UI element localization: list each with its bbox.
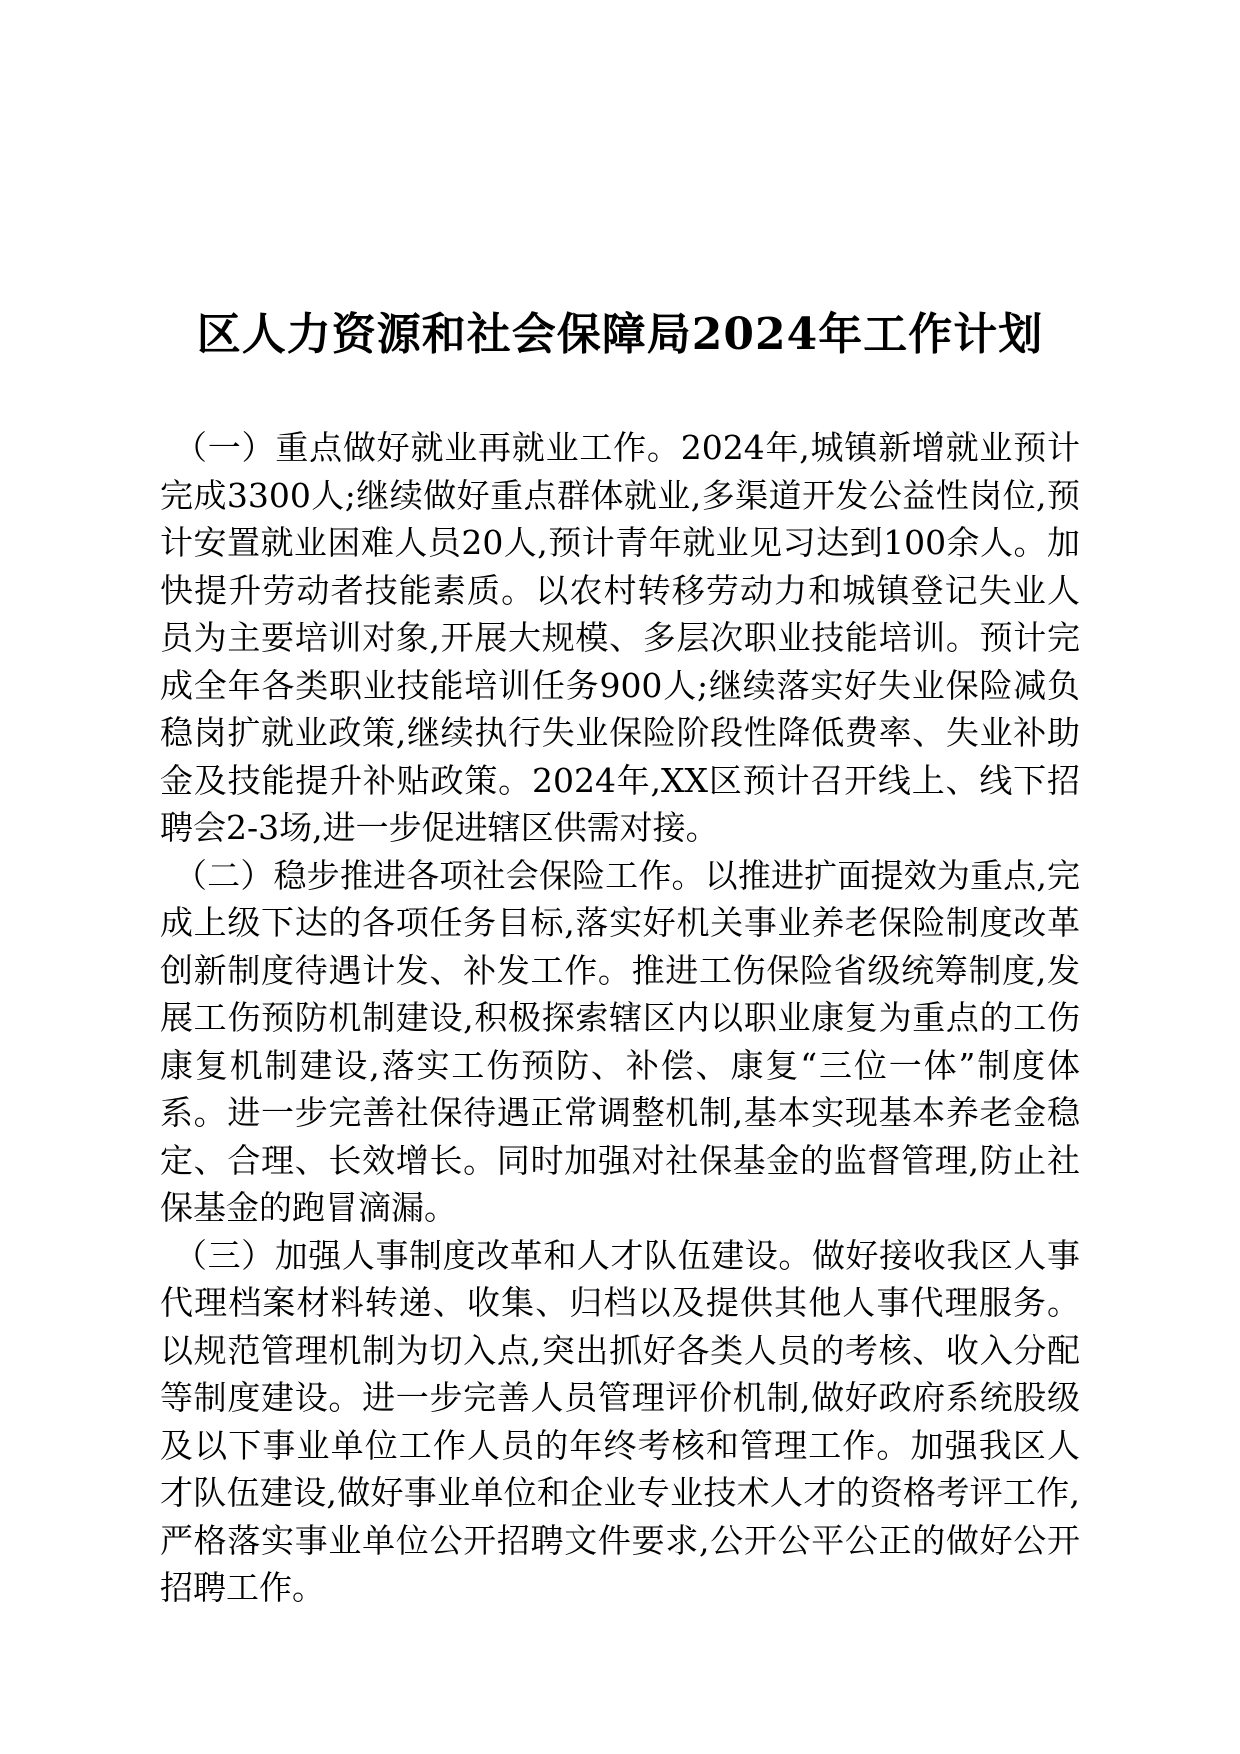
paragraph-social-insurance: （二）稳步推进各项社会保险工作。以推进扩面提效为重点,完成上级下达的各项任务目标,落实好机关事业养老保险制度改革创新制度待遇计发、补发工作。推进工伤保险省级统筹制度,发展工伤预防机制建设,积极探索辖区内以职业康复为重点的工伤康复机制建设,落实工伤预防、补偿、康复“三位一体”制度体系。进一步完善社保待遇正常调整机制,基本实现基本养老金稳定、合理、长效增长。同时加强对社保基金的监督管理,防止社保基金的跑冒滴漏。 [160,855,1080,1227]
document-body [160,424,1080,1612]
paragraph-employment: （一）重点做好就业再就业工作。2024年,城镇新增就业预计完成3300人;继续做好重点群体就业,多渠道开发公益性岗位,预计安置就业困难人员20人,预计青年就业见习达到100余人。加快提升劳动者技能素质。以农村转移劳动力和城镇登记失业人员为主要培训对象,开展大规模、多层次职业技能培训。预计完成全年各类职业技能培训任务900人;继续落实好失业保险减负稳岗扩就业政策,继续执行失业保险阶段性降低费率、失业补助金及技能提升补贴政策。2024年,XX区预计召开线上、线下招聘会2-3场,进一步促进辖区供需对接。 [160,428,1080,847]
document-title: 区人力资源和社会保障局2024年工作计划 [196,309,1044,360]
paragraph-personnel-reform: （三）加强人事制度改革和人才队伍建设。做好接收我区人事代理档案材料转递、收集、归档以及提供其他人事代理服务。以规范管理机制为切入点,突出抓好各类人员的考核、收入分配等制度建设。进一步完善人员管理评价机制,做好政府系统股级及以下事业单位工作人员的年终考核和管理工作。加强我区人才队伍建设,做好事业单位和企业专业技术人才的资格考评工作,严格落实事业单位公开招聘文件要求,公开公平公正的做好公开招聘工作。 [160,1235,1080,1607]
